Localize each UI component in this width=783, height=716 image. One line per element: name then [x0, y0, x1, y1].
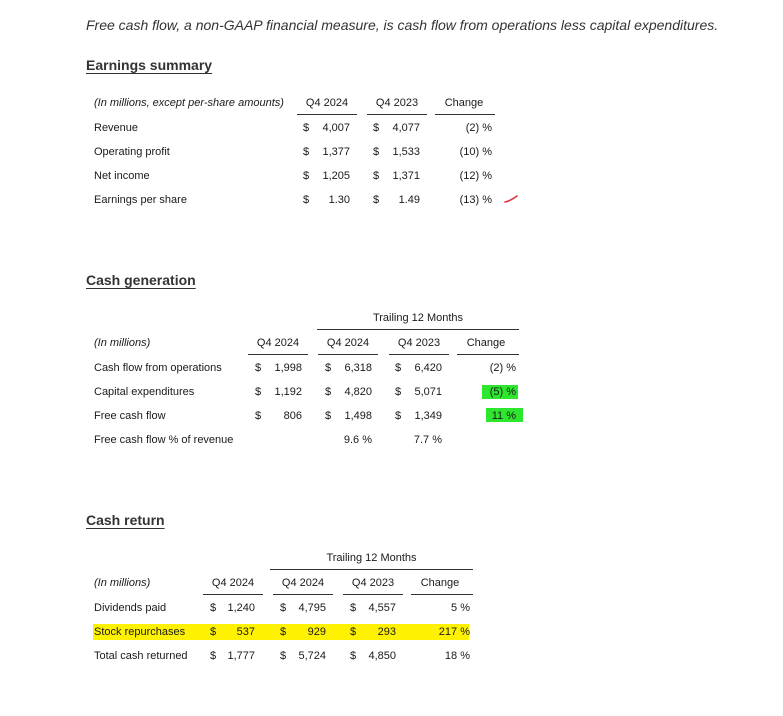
earnings-rule-3 [435, 114, 495, 115]
earnings-summary-title: Earnings summary [86, 57, 213, 73]
value-change: (2) % [465, 122, 492, 134]
currency-sign: $ [350, 626, 357, 638]
value-change: (2) % [489, 362, 516, 374]
cashgen-rule-3 [389, 354, 449, 355]
earnings-rule-1 [297, 114, 357, 115]
cash-generation-title: Cash generation [86, 272, 196, 288]
value-q4-2024: 1,377 [322, 146, 350, 158]
value-ttm-q4-2023: 7.7 % [413, 434, 442, 446]
earnings-col-q4-2023: Q4 2023 [375, 97, 419, 109]
currency-sign: $ [210, 602, 217, 614]
value-change: (10) % [459, 146, 492, 158]
cashret-rule-2 [273, 594, 333, 595]
currency-sign: $ [373, 146, 380, 158]
row-label: Free cash flow % of revenue [94, 434, 234, 446]
cashgen-header-label: (In millions) [94, 337, 151, 349]
row-label: Stock repurchases [94, 626, 186, 638]
row-label: Dividends paid [94, 602, 167, 614]
cashret-col-ttm-q4-2023: Q4 2023 [351, 577, 395, 589]
value-change: (13) % [459, 194, 492, 206]
cashret-group-header: Trailing 12 Months [326, 552, 417, 564]
value-change: 18 % [444, 650, 470, 662]
value-change: 217 % [438, 626, 470, 638]
value-ttm-q4-2024: 5,724 [298, 650, 326, 662]
value-change: (12) % [459, 170, 492, 182]
value-ttm-q4-2023: 5,071 [414, 386, 442, 398]
value-ttm-q4-2024: 4,795 [298, 602, 326, 614]
value-ttm-q4-2024: 1,498 [344, 410, 372, 422]
currency-sign: $ [325, 386, 332, 398]
value-q4-2024: 806 [283, 410, 302, 422]
row-label: Revenue [94, 122, 139, 134]
row-label: Total cash returned [94, 650, 188, 662]
cashgen-group-header: Trailing 12 Months [372, 312, 464, 324]
value-q4-2024: 1,205 [322, 170, 350, 182]
value-q4-2024: 1,998 [274, 362, 302, 374]
cash-return-title: Cash return [86, 512, 165, 528]
currency-sign: $ [255, 362, 262, 374]
value-ttm-q4-2024: 4,820 [344, 386, 372, 398]
currency-sign: $ [303, 122, 310, 134]
value-q4-2023: 1,533 [392, 146, 420, 158]
cashret-col-q4-2024: Q4 2024 [211, 577, 255, 589]
value-ttm-q4-2023: 4,557 [368, 602, 396, 614]
cashret-col-ttm-q4-2024: Q4 2024 [281, 577, 325, 589]
cashgen-col-change: Change [466, 337, 506, 349]
value-q4-2024: 1,192 [274, 386, 302, 398]
value-change: (5) % [489, 386, 516, 398]
value-q4-2024: 1,240 [227, 602, 255, 614]
currency-sign: $ [280, 626, 287, 638]
value-q4-2024: 537 [236, 626, 255, 638]
intro-note: Free cash flow, a non-GAAP financial measure, is cash flow from operations less capital expenditures. [86, 17, 719, 33]
row-label: Earnings per share [94, 194, 187, 206]
cashgen-col-ttm-q4-2023: Q4 2023 [397, 337, 441, 349]
value-change: 11 % [491, 410, 516, 422]
currency-sign: $ [303, 170, 310, 182]
currency-sign: $ [373, 170, 380, 182]
value-ttm-q4-2024: 9.6 % [343, 434, 372, 446]
currency-sign: $ [395, 386, 402, 398]
value-ttm-q4-2023: 6,420 [414, 362, 442, 374]
earnings-header-label: (In millions, except per-share amounts) [94, 97, 284, 109]
pen-mark-icon [504, 194, 518, 204]
cashret-rule-3 [343, 594, 403, 595]
earnings-rule-2 [367, 114, 427, 115]
cashgen-rule-1 [248, 354, 308, 355]
earnings-col-change: Change [444, 97, 484, 109]
currency-sign: $ [303, 146, 310, 158]
currency-sign: $ [280, 650, 287, 662]
cashgen-group-rule [317, 329, 519, 330]
currency-sign: $ [303, 194, 310, 206]
currency-sign: $ [255, 386, 262, 398]
row-label: Cash flow from operations [94, 362, 222, 374]
value-ttm-q4-2024: 6,318 [344, 362, 372, 374]
cashgen-rule-2 [318, 354, 378, 355]
currency-sign: $ [210, 626, 217, 638]
value-q4-2024: 1,777 [227, 650, 255, 662]
cashret-header-label: (In millions) [94, 577, 151, 589]
row-label: Net income [94, 170, 150, 182]
currency-sign: $ [350, 602, 357, 614]
cashret-rule-1 [203, 594, 263, 595]
currency-sign: $ [373, 194, 380, 206]
cashgen-col-ttm-q4-2024: Q4 2024 [326, 337, 370, 349]
currency-sign: $ [325, 410, 332, 422]
value-q4-2024: 1.30 [328, 194, 350, 206]
currency-sign: $ [350, 650, 357, 662]
value-change: 5 % [451, 602, 470, 614]
currency-sign: $ [395, 410, 402, 422]
row-label: Operating profit [94, 146, 170, 158]
currency-sign: $ [255, 410, 262, 422]
currency-sign: $ [325, 362, 332, 374]
currency-sign: $ [280, 602, 287, 614]
row-label: Free cash flow [94, 410, 166, 422]
cashgen-col-q4-2024: Q4 2024 [256, 337, 300, 349]
row-label: Capital expenditures [94, 386, 195, 398]
value-ttm-q4-2023: 4,850 [368, 650, 396, 662]
earnings-col-q4-2024: Q4 2024 [305, 97, 349, 109]
value-ttm-q4-2024: 929 [307, 626, 326, 638]
currency-sign: $ [210, 650, 217, 662]
currency-sign: $ [373, 122, 380, 134]
currency-sign: $ [395, 362, 402, 374]
value-q4-2023: 1,371 [392, 170, 420, 182]
value-ttm-q4-2023: 1,349 [414, 410, 442, 422]
value-q4-2023: 1.49 [398, 194, 420, 206]
cashret-col-change: Change [420, 577, 460, 589]
cashret-group-rule [270, 569, 473, 570]
cashgen-rule-4 [457, 354, 519, 355]
cashret-rule-4 [411, 594, 473, 595]
value-q4-2023: 4,077 [392, 122, 420, 134]
value-q4-2024: 4,007 [322, 122, 350, 134]
value-ttm-q4-2023: 293 [377, 626, 396, 638]
